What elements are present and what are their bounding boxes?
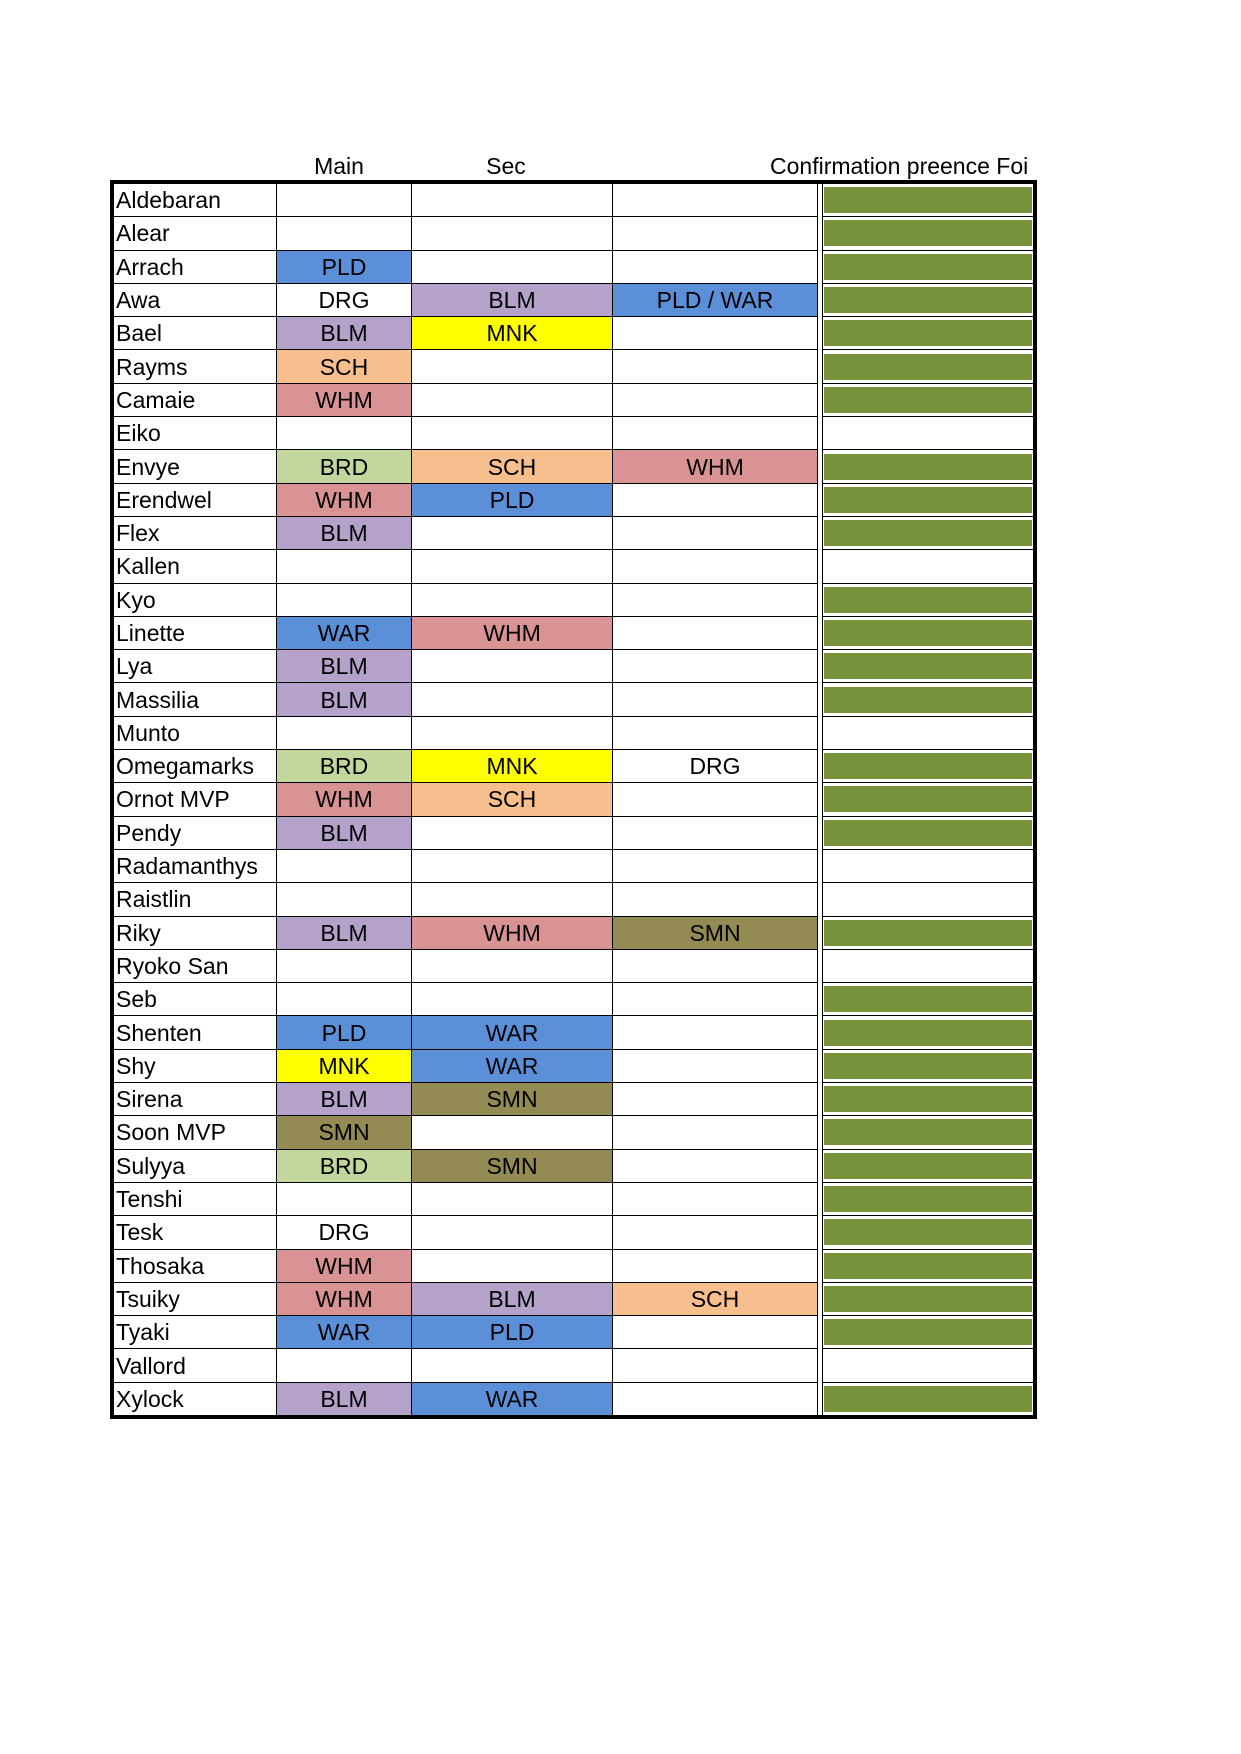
confirmed-fill [824,1286,1032,1312]
player-name-cell[interactable]: Massilia [112,683,277,716]
confirmed-fill [824,187,1032,213]
table-row [112,1116,1035,1149]
confirmation-cell[interactable] [823,450,1036,483]
confirmation-cell[interactable] [823,883,1036,916]
player-name-cell[interactable]: Lya [112,650,277,683]
table-row [112,716,1035,749]
player-name-cell[interactable]: Ryoko San [112,949,277,982]
confirmation-cell[interactable] [823,1382,1036,1417]
third-job-cell[interactable] [613,417,818,450]
third-job-cell[interactable] [613,550,818,583]
sec-job-cell[interactable] [412,1249,613,1282]
confirmation-cell[interactable] [823,1049,1036,1082]
main-job-cell[interactable]: WAR [277,1316,412,1349]
main-job-cell[interactable]: BRD [277,1149,412,1182]
third-job-cell[interactable] [613,683,818,716]
third-job-cell[interactable] [613,883,818,916]
player-name-cell[interactable]: Raistlin [112,883,277,916]
unconfirmed-fill [824,953,1032,979]
confirmation-cell[interactable] [823,783,1036,816]
player-name-cell[interactable]: Awa [112,283,277,316]
table-row [112,1016,1035,1049]
sec-job-cell[interactable]: WAR [412,1016,613,1049]
table-row [112,516,1035,549]
table-row [112,783,1035,816]
confirmation-cell[interactable] [823,1349,1036,1382]
table-row [112,849,1035,882]
third-job-cell[interactable] [613,1249,818,1282]
table-row [112,383,1035,416]
third-job-cell[interactable] [613,1016,818,1049]
main-job-cell[interactable] [277,1182,412,1215]
third-job-cell[interactable] [613,1049,818,1082]
player-name-cell[interactable]: Kyo [112,583,277,616]
table-row [112,1249,1035,1282]
table-row [112,1182,1035,1215]
third-job-cell[interactable]: DRG [613,750,818,783]
confirmation-cell[interactable] [823,516,1036,549]
confirmation-cell[interactable] [823,849,1036,882]
main-job-cell[interactable]: DRG [277,1216,412,1249]
roster-table [110,180,1037,1419]
table-row [112,1316,1035,1349]
main-job-cell[interactable]: WHM [277,483,412,516]
unconfirmed-fill [824,553,1032,579]
table-row [112,1349,1035,1382]
table-row [112,583,1035,616]
sec-job-cell[interactable]: SMN [412,1149,613,1182]
third-job-cell[interactable] [613,217,818,250]
confirmed-fill [824,287,1032,313]
third-job-cell[interactable] [613,1349,818,1382]
confirmation-cell[interactable] [823,1316,1036,1349]
confirmed-fill [824,254,1032,280]
sec-job-cell[interactable] [412,417,613,450]
sec-job-cell[interactable]: PLD [412,1316,613,1349]
unconfirmed-fill [824,720,1032,746]
table-row [112,616,1035,649]
sec-job-cell[interactable]: WHM [412,616,613,649]
sec-job-cell[interactable]: SMN [412,1083,613,1116]
sec-job-cell[interactable] [412,182,613,217]
confirmed-fill [824,454,1032,480]
player-name-cell[interactable]: Camaie [112,383,277,416]
table-row [112,1083,1035,1116]
sec-job-cell[interactable] [412,383,613,416]
table-row [112,350,1035,383]
confirmed-fill [824,687,1032,713]
confirmed-fill [824,786,1032,812]
confirmed-fill [824,1020,1032,1046]
confirmed-fill [824,387,1032,413]
table-row [112,182,1035,217]
table-row [112,217,1035,250]
table-row [112,1216,1035,1249]
confirmed-fill [824,1253,1032,1279]
player-name-cell[interactable]: Rayms [112,350,277,383]
main-job-cell[interactable] [277,217,412,250]
third-job-cell[interactable] [613,250,818,283]
sec-job-cell[interactable] [412,683,613,716]
table-row [112,550,1035,583]
confirmed-fill [824,320,1032,346]
sec-job-cell[interactable]: BLM [412,1282,613,1315]
table-row [112,1382,1035,1417]
confirmed-fill [824,1219,1032,1245]
player-name-cell[interactable]: Arrach [112,250,277,283]
main-job-cell[interactable] [277,417,412,450]
sec-job-cell[interactable] [412,1182,613,1215]
header-main: Main [314,153,364,179]
confirmation-cell[interactable] [823,1016,1036,1049]
sec-job-cell[interactable] [412,1116,613,1149]
confirmation-cell[interactable] [823,1116,1036,1149]
player-name-cell[interactable]: Pendy [112,816,277,849]
main-job-cell[interactable]: PLD [277,250,412,283]
table-row [112,1282,1035,1315]
player-name-cell[interactable]: Linette [112,616,277,649]
main-job-cell[interactable] [277,182,412,217]
confirmation-cell[interactable] [823,317,1036,350]
player-name-cell[interactable]: Munto [112,716,277,749]
confirmed-fill [824,986,1032,1012]
player-name-cell[interactable]: Alear [112,217,277,250]
table-row [112,816,1035,849]
player-name-cell[interactable]: Radamanthys [112,849,277,882]
sec-job-cell[interactable] [412,716,613,749]
unconfirmed-fill [824,1353,1032,1379]
third-job-cell[interactable] [613,1116,818,1149]
third-job-cell[interactable]: SMN [613,916,818,949]
main-job-cell[interactable]: DRG [277,283,412,316]
sec-job-cell[interactable]: WAR [412,1049,613,1082]
table-row [112,250,1035,283]
confirmed-fill [824,920,1032,946]
player-name-cell[interactable]: Thosaka [112,1249,277,1282]
third-job-cell[interactable] [613,783,818,816]
player-name-cell[interactable]: Sirena [112,1083,277,1116]
main-job-cell[interactable]: BLM [277,650,412,683]
main-job-cell[interactable] [277,983,412,1016]
third-job-cell[interactable] [613,383,818,416]
confirmed-fill [824,587,1032,613]
third-job-cell[interactable] [613,516,818,549]
player-name-cell[interactable]: Vallord [112,1349,277,1382]
third-job-cell[interactable] [613,1083,818,1116]
confirmed-fill [824,520,1032,546]
table-row [112,283,1035,316]
main-job-cell[interactable]: BLM [277,683,412,716]
player-name-cell[interactable]: Kallen [112,550,277,583]
third-job-cell[interactable] [613,716,818,749]
table-row [112,916,1035,949]
third-job-cell[interactable]: PLD / WAR [613,283,818,316]
confirmation-cell[interactable] [823,250,1036,283]
main-job-cell[interactable]: BLM [277,516,412,549]
confirmation-cell[interactable] [823,1249,1036,1282]
main-job-cell[interactable]: BRD [277,450,412,483]
sec-job-cell[interactable] [412,1349,613,1382]
player-name-cell[interactable]: Ornot MVP [112,783,277,816]
player-name-cell[interactable]: Sulyya [112,1149,277,1182]
main-job-cell[interactable] [277,716,412,749]
confirmation-cell[interactable] [823,417,1036,450]
confirmation-cell[interactable] [823,983,1036,1016]
confirmation-cell[interactable] [823,1216,1036,1249]
main-job-cell[interactable] [277,949,412,982]
main-job-cell[interactable]: MNK [277,1049,412,1082]
confirmation-cell[interactable] [823,350,1036,383]
player-name-cell[interactable]: Eiko [112,417,277,450]
player-name-cell[interactable]: Bael [112,317,277,350]
sec-job-cell[interactable]: PLD [412,483,613,516]
third-job-cell[interactable] [613,616,818,649]
confirmed-fill [824,820,1032,846]
main-job-cell[interactable]: BLM [277,1083,412,1116]
sec-job-cell[interactable] [412,816,613,849]
table-row [112,750,1035,783]
table-row [112,983,1035,1016]
player-name-cell[interactable]: Flex [112,516,277,549]
confirmed-fill [824,1186,1032,1212]
main-job-cell[interactable]: BLM [277,816,412,849]
main-job-cell[interactable]: SCH [277,350,412,383]
table-row [112,650,1035,683]
main-job-cell[interactable]: WHM [277,1282,412,1315]
sec-job-cell[interactable] [412,583,613,616]
table-row [112,683,1035,716]
third-job-cell[interactable]: WHM [613,450,818,483]
sec-job-cell[interactable]: MNK [412,750,613,783]
confirmation-cell[interactable] [823,1149,1036,1182]
third-job-cell[interactable] [613,1316,818,1349]
confirmation-cell[interactable] [823,750,1036,783]
confirmation-cell[interactable] [823,182,1036,217]
player-name-cell[interactable]: Tsuiky [112,1282,277,1315]
sec-job-cell[interactable] [412,650,613,683]
confirmed-fill [824,1119,1032,1145]
confirmed-fill [824,487,1032,513]
main-job-cell[interactable] [277,883,412,916]
confirmed-fill [824,1086,1032,1112]
third-job-cell[interactable] [613,949,818,982]
confirmation-cell[interactable] [823,483,1036,516]
table-row [112,883,1035,916]
third-job-cell[interactable] [613,1182,818,1215]
confirmation-cell[interactable] [823,583,1036,616]
confirmation-cell[interactable] [823,1282,1036,1315]
confirmation-cell[interactable] [823,550,1036,583]
sec-job-cell[interactable]: SCH [412,450,613,483]
roster-body [112,182,1035,1417]
player-name-cell[interactable]: Shenten [112,1016,277,1049]
sec-job-cell[interactable]: WHM [412,916,613,949]
confirmation-cell[interactable] [823,716,1036,749]
third-job-cell[interactable] [613,1382,818,1417]
main-job-cell[interactable] [277,550,412,583]
sec-job-cell[interactable] [412,217,613,250]
player-name-cell[interactable]: Shy [112,1049,277,1082]
player-name-cell[interactable]: Seb [112,983,277,1016]
confirmation-cell[interactable] [823,916,1036,949]
player-name-cell[interactable]: Tyaki [112,1316,277,1349]
sec-job-cell[interactable] [412,949,613,982]
confirmed-fill [824,753,1032,779]
player-name-cell[interactable]: Omegamarks [112,750,277,783]
player-name-cell[interactable]: Tesk [112,1216,277,1249]
third-job-cell[interactable] [613,182,818,217]
third-job-cell[interactable] [613,1149,818,1182]
header-sec: Sec [486,153,526,179]
confirmed-fill [824,1319,1032,1345]
table-row [112,949,1035,982]
unconfirmed-fill [824,886,1032,912]
third-job-cell[interactable] [613,1216,818,1249]
sec-job-cell[interactable]: SCH [412,783,613,816]
confirmed-fill [824,354,1032,380]
table-row [112,417,1035,450]
sec-job-cell[interactable] [412,250,613,283]
main-job-cell[interactable]: WAR [277,616,412,649]
third-job-cell[interactable] [613,983,818,1016]
unconfirmed-fill [824,853,1032,879]
confirmation-cell[interactable] [823,283,1036,316]
confirmed-fill [824,653,1032,679]
player-name-cell[interactable]: Tenshi [112,1182,277,1215]
main-job-cell[interactable]: WHM [277,783,412,816]
player-name-cell[interactable]: Soon MVP [112,1116,277,1149]
sec-job-cell[interactable] [412,1216,613,1249]
confirmed-fill [824,220,1032,246]
sec-job-cell[interactable] [412,883,613,916]
confirmed-fill [824,1386,1032,1412]
main-job-cell[interactable]: BLM [277,1382,412,1417]
sec-job-cell[interactable] [412,350,613,383]
table-row [112,1149,1035,1182]
sec-job-cell[interactable] [412,550,613,583]
third-job-cell[interactable] [613,317,818,350]
main-job-cell[interactable] [277,849,412,882]
third-job-cell[interactable] [613,816,818,849]
confirmation-cell[interactable] [823,616,1036,649]
third-job-cell[interactable] [613,583,818,616]
third-job-cell[interactable] [613,650,818,683]
confirmation-cell[interactable] [823,217,1036,250]
sec-job-cell[interactable]: WAR [412,1382,613,1417]
table-row [112,1049,1035,1082]
unconfirmed-fill [824,420,1032,446]
sec-job-cell[interactable] [412,983,613,1016]
confirmation-cell[interactable] [823,949,1036,982]
sec-job-cell[interactable]: BLM [412,283,613,316]
sec-job-cell[interactable] [412,516,613,549]
confirmed-fill [824,1153,1032,1179]
player-name-cell[interactable]: Aldebaran [112,182,277,217]
confirmation-cell[interactable] [823,383,1036,416]
main-job-cell[interactable]: PLD [277,1016,412,1049]
header-confirmation: Confirmation preence Foi [770,153,1029,179]
sec-job-cell[interactable] [412,849,613,882]
player-name-cell[interactable]: Erendwel [112,483,277,516]
third-job-cell[interactable]: SCH [613,1282,818,1315]
main-job-cell[interactable]: BLM [277,916,412,949]
main-job-cell[interactable]: BRD [277,750,412,783]
third-job-cell[interactable] [613,849,818,882]
table-row [112,317,1035,350]
table-row [112,450,1035,483]
third-job-cell[interactable] [613,483,818,516]
main-job-cell[interactable] [277,1349,412,1382]
table-row [112,483,1035,516]
confirmation-cell[interactable] [823,1182,1036,1215]
player-name-cell[interactable]: Xylock [112,1382,277,1417]
player-name-cell[interactable]: Envye [112,450,277,483]
confirmation-cell[interactable] [823,816,1036,849]
main-job-cell[interactable]: BLM [277,317,412,350]
main-job-cell[interactable] [277,583,412,616]
main-job-cell[interactable]: WHM [277,1249,412,1282]
confirmed-fill [824,620,1032,646]
main-job-cell[interactable]: WHM [277,383,412,416]
confirmation-cell[interactable] [823,1083,1036,1116]
confirmation-cell[interactable] [823,650,1036,683]
sec-job-cell[interactable]: MNK [412,317,613,350]
main-job-cell[interactable]: SMN [277,1116,412,1149]
player-name-cell[interactable]: Riky [112,916,277,949]
third-job-cell[interactable] [613,350,818,383]
confirmed-fill [824,1053,1032,1079]
confirmation-cell[interactable] [823,683,1036,716]
